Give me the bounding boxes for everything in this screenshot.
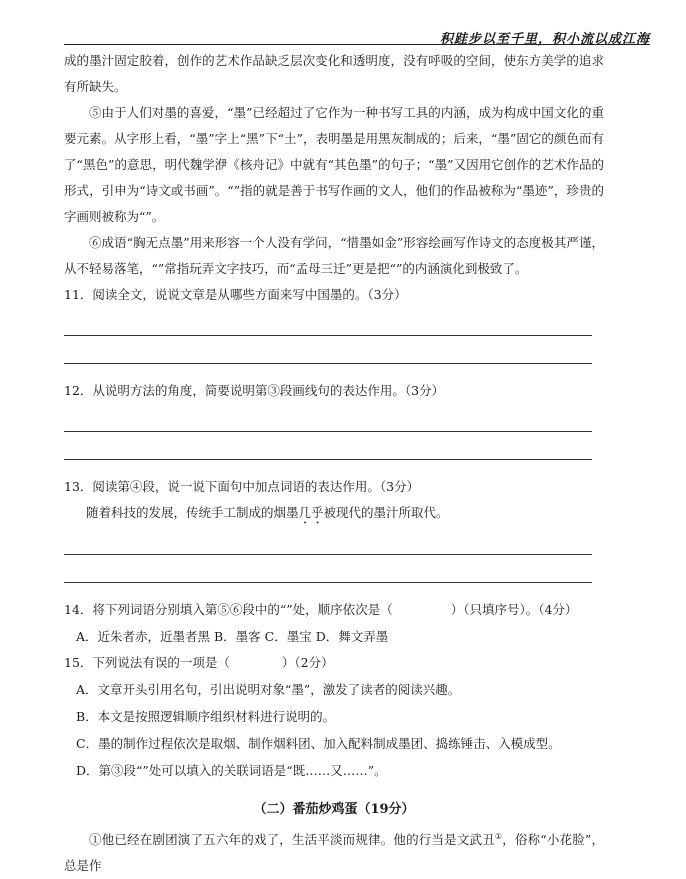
q13-sentence-start: 随着科技的发展，传统手工制成的烟墨 (86, 505, 299, 520)
q14-text-b: ）（只填序号）。（4分） (450, 602, 578, 617)
q15-option-a: A．文章开头引用名句，引出说明对象“墨”，激发了读者的阅读兴趣。 (76, 682, 461, 697)
q15-option-c: C．墨的制作过程依次是取烟、制作烟料团、加入配料制成墨团、捣练锤击、入模成型。 (76, 736, 561, 751)
q15-option-b: B．本文是按照逻辑顺序组织材料进行说明的。 (76, 709, 336, 724)
answer-line[interactable] (64, 308, 592, 336)
question-11: 11．阅读全文，说说文章是从哪些方面来写中国墨的。（3分） (64, 287, 407, 302)
passage-paragraph-continued: 成的墨汁固定胶着，创作的艺术作品缺乏层次变化和透明度，没有呼吸的空间，使东方美学的追求有所缺失。 (64, 53, 604, 94)
s2-text-a: ①他已经在剧团演了五六年的戏了，生活平淡而规律。他的行当是文武丑 (89, 832, 495, 848)
answer-line[interactable] (64, 404, 592, 432)
question-14-options: A．近朱者赤，近墨者黑 B．墨客 C．墨宝 D．舞文弄墨 (76, 629, 389, 644)
footnote-marker: ① (494, 832, 503, 841)
question-13-sentence (64, 500, 604, 527)
answer-line[interactable] (64, 555, 592, 583)
passage-paragraph-6: ⑥成语“胸无点墨”用来形容一个人没有学问，“惜墨如金”形容绘画写作诗文的态度极其严谨，从不轻易落笔，“”常指玩弄文字技巧，而“孟母三迁”更是把“”的内涵演化到极致了。 (64, 235, 604, 276)
header-divider (64, 44, 650, 45)
q13-sentence-end: 被现代的墨汁所取代。 (323, 505, 449, 520)
section-2-title: （二）番茄炒鸡蛋（19分） (253, 802, 415, 817)
answer-line[interactable] (64, 527, 592, 555)
question-12: 12．从说明方法的角度，简要说明第③段画线句的表达作用。（3分） (64, 383, 445, 398)
answer-line[interactable] (64, 336, 592, 364)
q15-option-d: D．第③段“”处可以填入的关联词语是“既……又……”。 (76, 763, 387, 778)
section-2-first-paragraph (64, 824, 604, 879)
header-motto: 积跬步以至千里，积小流以成江海 (439, 32, 650, 47)
q14-text-a: 14．将下列词语分别填入第⑤⑥段中的“”处，顺序依次是（ (64, 602, 393, 617)
passage-paragraph-5: ⑤由于人们对墨的喜爱，“墨”已经超过了它作为一种书写工具的内涵，成为构成中国文化的重要元素。从字形上看，“墨”字上“黑”下“土”，表明墨是用黑灰制成的；后来，“墨”固它的颜色而有了“黑色”的意思，明代魏学洢《核舟记》中就有“其色墨”的句子；“墨”又因用它创作的艺术作品的形式，引申为“诗文或书画”。“”指的就是善于书写作画的文人，他们的作品被称为“墨迹”，珍贵的字画则被称为“”。 (64, 105, 604, 224)
question-14 (64, 597, 604, 623)
question-13: 13．阅读第④段，说一说下面句中加点词语的表达作用。（3分） (64, 479, 420, 494)
q15-text-b: ）（2分） (281, 655, 334, 670)
document-body (64, 48, 604, 879)
answer-line[interactable] (64, 432, 592, 460)
q15-text-a: 15．下列说法有误的一项是（ (64, 655, 230, 670)
q13-dotted-word: 几乎 (298, 505, 324, 520)
s2-text-b: ，俗称“小花脸”，总是作 (64, 832, 605, 874)
question-15 (64, 650, 604, 676)
